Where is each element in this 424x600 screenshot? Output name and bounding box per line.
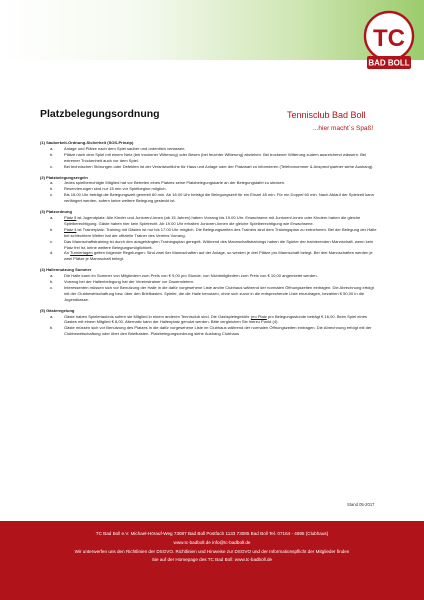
- header-band: [0, 0, 424, 60]
- list-item: [40, 227, 380, 239]
- list-item: [40, 152, 380, 164]
- item-text: Bei technischen Störungen oder Defekten ist der Verantwortliche für Haus und Anlage oder der Platzwart zu informieren (Telefonnummer & Ansprechpartner siehe Aushang).: [64, 163, 374, 169]
- item-text-underlined: Platz 5: [64, 214, 77, 220]
- item-label: c.: [50, 192, 54, 198]
- item-text-pre: Gäste haben Spielerlaubnis sofern sie Mitglied in einem anderen Tennisclub sind. Die Gastspielegebühr: [64, 313, 251, 319]
- section-heading: (5) Gästeregelung: [40, 307, 75, 313]
- item-label: a.: [50, 273, 54, 279]
- club-slogan: ...hier macht´s Spaß!: [313, 125, 374, 132]
- footer-privacy-homepage: Sie auf der Homepage des TC Bad Boll: www.tc-badboll.de: [151, 557, 273, 562]
- item-label: b.: [50, 186, 54, 192]
- item-text-rest: ist Jugendplatz: Alle Kinder und Junioren/-innen (ab 15 Jahren) haben Vorrang bis 19.00 Uhr. Erwachsene mit Junioren/-innen oder Kindern haben die gleiche Spielberechtigung. Gäste haben hier kein Spielrecht. Ab 19.00 Uhr erhalten Junioren-/innen die gleiche Spielberechtigung wie Erwachsene.: [64, 214, 361, 226]
- item-text: [64, 227, 380, 239]
- section-hall-usage: [40, 267, 380, 302]
- section-heading: (3) Platzordnung: [40, 209, 72, 215]
- item-text: [64, 215, 380, 227]
- item-text: Die Halle kann im Sommer von Mitgliedern zum Preis von € 9,00 pro Stunde, von Nichtmitgliedern zum Preis von € 10,00 angemietet werden.: [64, 273, 318, 279]
- item-text: [64, 314, 380, 326]
- item-text: [64, 325, 380, 337]
- club-name: Tennisclub Bad Boll: [287, 110, 366, 120]
- item-label: c.: [50, 238, 54, 244]
- item-text: Anlage und Plätze nach dem Spiel sauber und ordentlich verlassen.: [64, 145, 186, 151]
- section-heading: (1) Sauberkeit-Ordnung-Sicherheit (SOS-Prinzip): [40, 140, 134, 145]
- item-text: [64, 250, 380, 262]
- list-item: [40, 314, 380, 326]
- logo-subtext: BAD BOLL: [368, 58, 410, 68]
- document-date: Stand 05-2017: [347, 502, 375, 507]
- item-label: c.: [50, 163, 54, 169]
- item-text-rest: gelten folgende Regelungen: Sind zwei 6er Mannschaften auf der Anlage, so werden je drei Plätze pro Mannschaft belegt. Bei drei Mannschaften werden je zwei Plätze je Mannschaft belegt.: [64, 250, 373, 262]
- item-text: Jedes spielberechtigte Mitglied hat vor Betreten eines Platzes seine Platzbelegungskarte an der Belegungstafel zu stecken.: [64, 180, 286, 186]
- item-text: Interessenten müssen sich vor Benutzung der Halle in die dafür vorgesehene Liste am/im Clubhaus während der normalen Öffnungszeiten eintragen. Die Abrechnung erfolgt mit der Clubbewirtschaftung bzw. über den Briefkasten. Spieler, die die Halle benutzen, ohne sich zuvor in die entsprechende Liste einzutragen, bezahlen € 50,00 in die Jugendkasse.: [64, 284, 374, 302]
- item-label: b.: [50, 325, 54, 331]
- item-text: Plätze nach dem Spiel mit einem Netz (bei trockener Witterung) oder Besen (bei feuchter Witterung) abziehen. Bei trockener Witterung zudem ausreichend wässern. Bei extremer Trockenheit auch vor dem Spiel.: [64, 151, 367, 163]
- item-label: b.: [50, 226, 54, 232]
- item-text-underlined: pro Platz: [250, 313, 267, 319]
- item-text-pre: An: [64, 250, 71, 256]
- item-text-underlined: Platz 4: [64, 226, 77, 232]
- club-logo: [363, 6, 415, 80]
- section-cleanliness: [40, 140, 380, 170]
- footer: [0, 521, 424, 600]
- item-text: Reservierungen sind nur 15 min vor Spielbeginn möglich.: [64, 186, 167, 192]
- list-item: [40, 192, 380, 204]
- section-guest-rules: [40, 308, 380, 338]
- section-heading: (2) Platzbelegungsregeln: [40, 174, 88, 180]
- item-label: c.: [50, 284, 54, 290]
- item-label: b.: [50, 151, 54, 157]
- rules-content: [40, 140, 380, 337]
- list-item: [40, 250, 380, 262]
- list-item: [40, 285, 380, 303]
- item-text-rest: Das Mannschaftstraining ist durch den ausgehängten Trainingsplan geregelt. Während des Mannschaftstrainings haben die Spieler der trainierenden Mannschaft, wenn kein Platz frei ist, keine weitere Belegungsmöglichkeit.: [64, 238, 374, 250]
- item-label: b.: [50, 279, 54, 285]
- footer-web-links[interactable]: www.tc-badboll.de info@tc-badboll.de: [173, 540, 251, 545]
- item-label: d.: [50, 250, 54, 256]
- footer-privacy-notice: Wir unterwerfen uns den Richtlinien der DSGVO. Richtlinien und Hinweise zur DSGVO und der Informationspflicht der Mitglieder finden: [74, 549, 350, 554]
- item-label: a.: [50, 214, 54, 220]
- item-text: Vorrang bei der Hallenbelegung hat der Vereinstrainer vor Dauermietern.: [64, 279, 195, 285]
- logo-text: TC: [373, 25, 405, 52]
- list-item: [40, 164, 380, 170]
- section-heading: (4) Hallennutzung Sommer: [40, 267, 92, 273]
- item-text: [64, 239, 380, 251]
- item-text-rest: pro Belegungsstunde beträgt € 16,00. Beim Spiel eines Gastes mit einem Mitglied € 8,00. Alternativ kann der Hallenplatz genutzt werden. Bitte vergleichen Sie hierzu Punkt (4).: [64, 313, 367, 325]
- list-item: [40, 215, 380, 227]
- item-text-underlined: Turniertagen: [70, 250, 93, 256]
- section-booking-rules: [40, 175, 380, 205]
- item-label: a.: [50, 313, 54, 319]
- item-text-rest: Gäste müssen sich vor Benutzung des Platzes in die dafür vorgesehene Liste im Clubhaus während der normalen Öffnungszeiten eintragen. Die Abrechnung erfolgt mit der Clubbewirtschaftung oder über den Briefkasten. Platzbelegungsordnung siehe Aushang Clubhaus: [64, 325, 372, 337]
- list-item: [40, 239, 380, 251]
- page-title: Platzbelegungsordnung: [40, 108, 160, 120]
- list-item: [40, 325, 380, 337]
- item-label: a.: [50, 145, 54, 151]
- footer-address: TC Bad Boll e.V. Michael-Hörauf-Weg 73087 Bad Boll Postfach 1133 73085 Bad Boll Tel. 07164 - 4695 (Clubhaus): [95, 531, 329, 536]
- item-label: a.: [50, 180, 54, 186]
- section-court-rules: [40, 209, 380, 262]
- item-text-rest: ist Trainerplatz: Training mit Gästen ist nur bis 17.00 Uhr möglich. Die Belegungszeiten des Trainers sind dem Trainingsplan zu entnehmen. Bei der Belegung der Halle bei schlechtem Wetter hat der offizielle Trainer des Vereins Vorrang.: [64, 226, 377, 238]
- item-text: Bis 16.00 Uhr beträgt die Belegungszeit generell 60 min. Ab 16.00 Uhr beträgt die Belegungszeit für ein Einzel 45 min. Für ein Doppel 60 min. Nach Ablauf der Spielzeit kann verlängert werden, sofern keine weitere Belegung gesteckt ist.: [64, 192, 374, 204]
